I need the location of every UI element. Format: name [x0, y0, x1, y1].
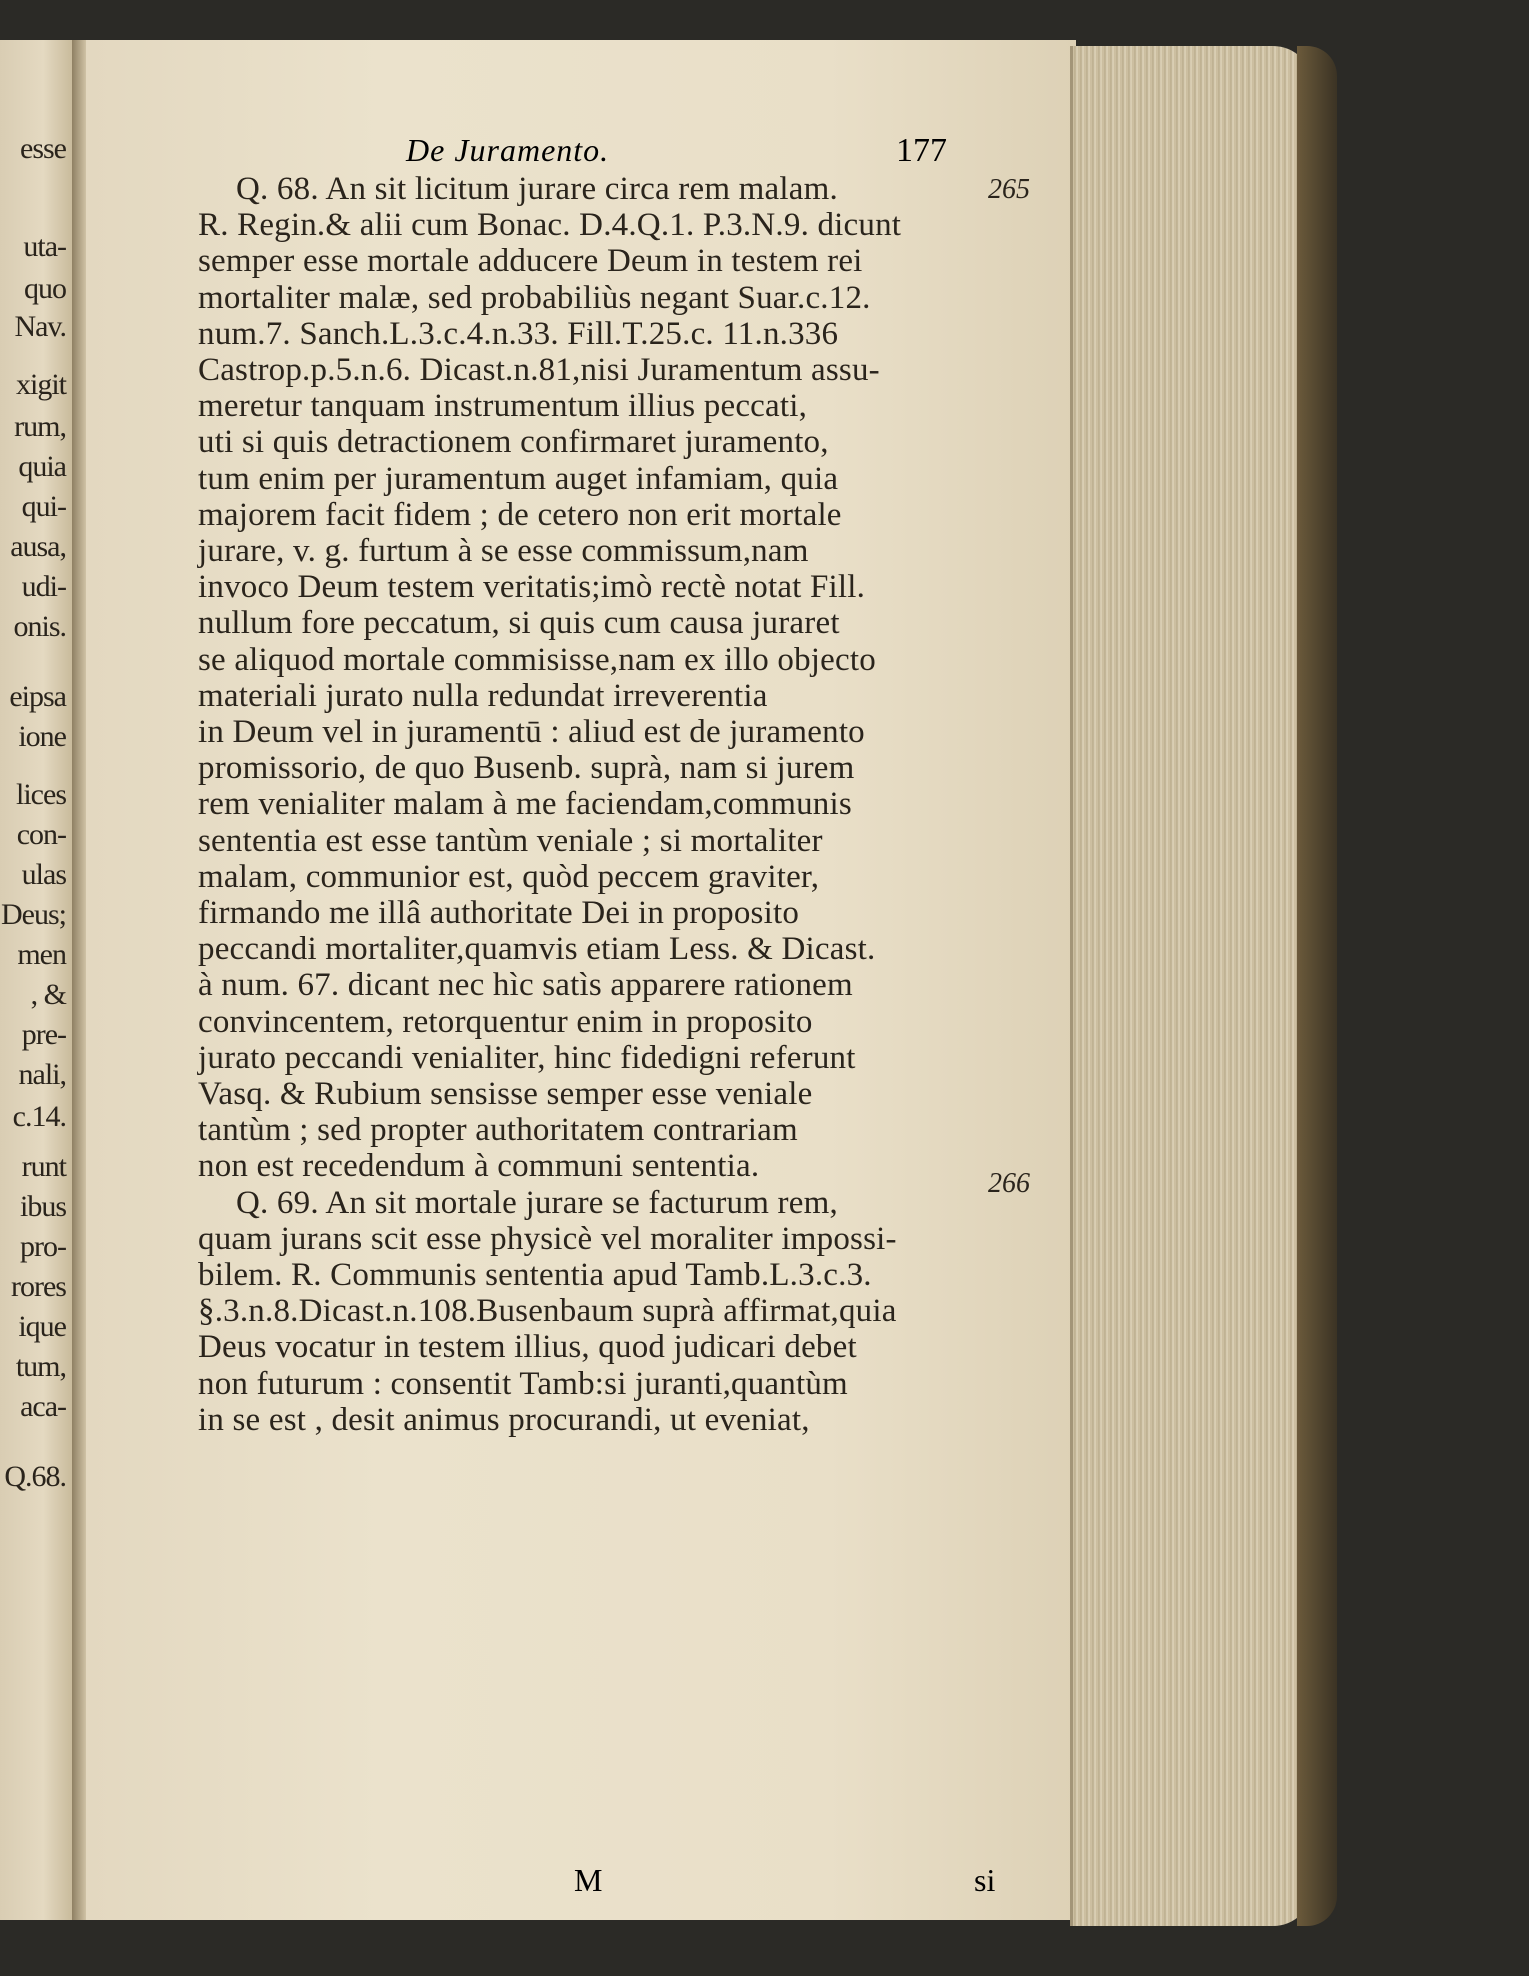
text-line: meretur tanquam instrumentum illius peccati,	[198, 388, 808, 425]
facing-page-fragment: con-	[16, 818, 66, 851]
facing-page-fragment: lices	[16, 778, 66, 811]
text-line: Castrop.p.5.n.6. Dicast.n.81,nisi Juramentum assu-	[198, 352, 880, 388]
marginal-number: 265	[988, 174, 1030, 205]
facing-page-fragment: , &	[30, 978, 66, 1011]
facing-page-fragment: ulas	[21, 858, 66, 891]
text-line: R. Regin.& alii cum Bonac. D.4.Q.1. P.3.N.9. dicunt	[198, 207, 902, 244]
text-line: Deus vocatur in testem illius, quod judicari debet	[198, 1329, 857, 1366]
facing-page-fragment: udi-	[21, 570, 66, 603]
text-line: tum enim per juramentum auget infamiam, quia	[198, 460, 839, 497]
facing-page-fragment: pro-	[20, 1230, 66, 1263]
facing-page-fragment: onis.	[13, 610, 66, 643]
page-number: 177	[896, 132, 947, 169]
text-line: firmando me illâ authoritate Dei in proposito	[198, 895, 800, 931]
facing-page-fragment: runt	[21, 1150, 66, 1183]
facing-page-fragment: ique	[18, 1310, 66, 1343]
text-line: jurato peccandi venialiter, hinc fidedigni referunt	[198, 1039, 856, 1076]
text-line: jurare, v. g. furtum à se esse commissum,nam	[198, 533, 809, 569]
facing-page-fragment: pre-	[21, 1018, 66, 1051]
facing-page-fragment: Q.68.	[4, 1460, 66, 1493]
text-line: Q. 69. An sit mortale jurare se facturum rem,	[236, 1184, 838, 1221]
page-edges	[1070, 46, 1313, 1926]
facing-page-fragment: c.14.	[12, 1100, 66, 1133]
text-line: sententia est esse tantùm veniale ; si mortaliter	[198, 822, 823, 859]
text-line: promissorio, de quo Busenb. suprà, nam si jurem	[198, 750, 855, 787]
text-line: Vasq. & Rubium sensisse semper esse veniale	[198, 1076, 813, 1112]
text-line: bilem. R. Communis sententia apud Tamb.L.3.c.3.	[198, 1257, 872, 1293]
facing-page-fragment: nali,	[18, 1058, 66, 1091]
facing-page-fragment: ione	[18, 720, 66, 753]
text-line: non est recedendum à communi sententia.	[198, 1148, 760, 1185]
text-line: in Deum vel in juramentū : aliud est de juramento	[198, 714, 865, 750]
text-line: à num. 67. dicant nec hìc satìs apparere rationem	[198, 967, 853, 1004]
text-line: majorem facit fidem ; de cetero non erit mortale	[198, 496, 842, 533]
book-page	[86, 40, 1076, 1920]
facing-page-fragment: Nav.	[14, 310, 66, 343]
text-line: se aliquod mortale commisisse,nam ex illo objecto	[198, 641, 876, 678]
running-title: De Juramento.	[406, 132, 610, 168]
facing-page-fragment: quia	[18, 450, 66, 483]
text-line: peccandi mortaliter,quamvis etiam Less. & Dicast.	[198, 931, 876, 968]
text-line: nullum fore peccatum, si quis cum causa juraret	[198, 605, 840, 642]
facing-page-fragment: esse	[20, 132, 66, 165]
facing-page-fragment: Deus;	[1, 898, 66, 931]
facing-page-fragment: ausa,	[10, 530, 66, 563]
facing-page-fragment: quo	[24, 272, 66, 305]
text-line: non futurum : consentit Tamb:si juranti,quantùm	[198, 1365, 848, 1402]
book-gutter	[72, 40, 86, 1920]
facing-page-fragment: men	[17, 938, 66, 971]
facing-page-fragment: qui-	[21, 490, 66, 523]
facing-page-fragment: ibus	[19, 1190, 66, 1223]
text-line: invoco Deum testem veritatis;imò rectè notat Fill.	[198, 569, 866, 606]
marginal-number: 266	[988, 1168, 1030, 1199]
text-line: §.3.n.8.Dicast.n.108.Busenbaum suprà affirmat,quia	[198, 1293, 897, 1330]
facing-page-left	[0, 40, 74, 1920]
facing-page-fragment: rores	[11, 1270, 66, 1303]
text-line: semper esse mortale adducere Deum in testem rei	[198, 243, 863, 280]
text-line: materiali jurato nulla redundat irreverentia	[198, 677, 768, 714]
text-line: in se est , desit animus procurandi, ut eveniat,	[198, 1401, 810, 1438]
text-line: mortaliter malæ, sed probabiliùs negant Suar.c.12.	[198, 279, 871, 316]
facing-page-fragment: rum,	[14, 410, 66, 443]
text-line: convincentem, retorquentur enim in proposito	[198, 1003, 813, 1040]
text-line: malam, communior est, quòd peccem graviter,	[198, 858, 820, 895]
facing-page-fragment: eipsa	[9, 680, 66, 713]
text-line: quam jurans scit esse physicè vel moraliter impossi-	[198, 1220, 897, 1257]
text-line: rem venialiter malam à me faciendam,communis	[198, 786, 852, 823]
facing-page-fragment: tum,	[15, 1350, 66, 1383]
text-line: Q. 68. An sit licitum jurare circa rem malam.	[236, 171, 838, 207]
signature-mark: M	[574, 1862, 603, 1898]
facing-page-fragment: aca-	[20, 1390, 66, 1423]
facing-page-fragment: xigit	[15, 368, 66, 401]
catchword: si	[974, 1862, 996, 1898]
text-line: uti si quis detractionem confirmaret juramento,	[198, 424, 829, 461]
facing-page-fragment: uta-	[23, 230, 66, 263]
text-line: tantùm ; sed propter authoritatem contrariam	[198, 1112, 798, 1149]
text-line: num.7. Sanch.L.3.c.4.n.33. Fill.T.25.c. 11.n.336	[198, 315, 839, 352]
